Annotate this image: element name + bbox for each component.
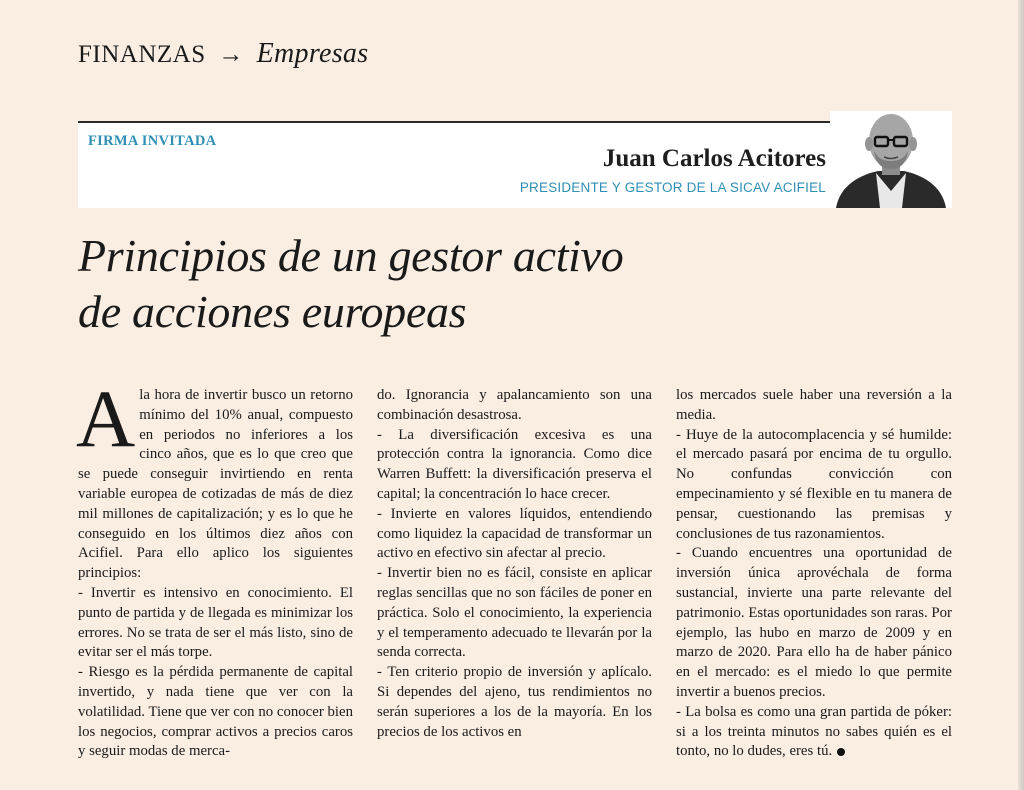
author-role: PRESIDENTE Y GESTOR DE LA SICAV ACIFIEL [519,180,826,195]
paragraph: - Invierte en valores líquidos, entendiendo como liquidez la capacidad de transformar un activo en efectivo sin afectar al precio. [377,505,652,562]
section-name: FINANZAS [78,41,206,68]
end-of-article-icon [837,748,845,756]
paragraph: - Riesgo es la pérdida permanente de capital invertido, y nada tiene que ver con la volatilidad. Tiene que ver con no conocer bien los negocios, comprar activos a precios caros y seguir modas de merca- [78,664,353,760]
intro-text: la hora de invertir busco un retorno mínimo del 10% anual, compuesto en periodos no inferiores a los cinco años, que es lo que creo que se puede conseguir invirtiendo en renta variable europea de cotizadas de más de diez mil millones de capitalización; y es lo que he conseguido en los últimos diez años con Acifiel. Para ello aplico los siguientes principios: [78,387,353,582]
guest-label: FIRMA INVITADA [88,133,217,149]
paragraph: - Huye de la autocomplacencia y sé humilde: el mercado pasará por encima de tu orgullo. No confundas convicción con empecinamiento y sé flexible en tu manera de pensar, cuestionando las premisas y conclusiones de tus razonamientos. [676,426,952,542]
author-name: Juan Carlos Acitores [602,145,826,172]
subsection-name: Empresas [256,38,369,69]
article-column-2 [377,386,652,776]
headline-line-2: de acciones europeas [78,286,467,337]
paragraph: - Cuando encuentres una oportunidad de inversión única aprovéchala de forma sustancial, invierte una parte relevante del patrimonio. Estas oportunidades son raras. Por ejemplo, las hubo en marzo de 2009 y en marzo de 2020. Para ello ha de haber pánico en el mercado: es el miedo lo que permite invertir a buenos precios. [676,545,952,700]
paragraph: do. Ignorancia y apalancamiento son una combinación desastrosa. [377,387,652,423]
headline-line-1: Principios de un gestor activo [78,230,624,281]
article-column-3 [676,386,952,776]
paragraph: - Invertir es intensivo en conocimiento. El punto de partida y de llegada es minimizar los errores. No se trata de ser el más listo, sino de evitar ser el más torpe. [78,584,353,661]
page-edge-shadow [1018,0,1024,790]
paragraph: los mercados suele haber una reversión a la media. [676,387,952,423]
last-paragraph-text: - La bolsa es como una gran partida de póker: si a los treinta minutos no sabes quién es el tonto, no lo dudes, eres tú. [676,703,952,760]
author-portrait [830,111,952,208]
paragraph: - Ten criterio propio de inversión y aplícalo. Si dependes del ajeno, tus rendimientos no serán superiores a los de la mayoría. En los precios de los activos en [377,664,652,740]
guest-author-box [78,121,952,208]
arrow-right-icon: → [218,41,244,68]
article-column-1 [76,373,353,776]
paragraph: - Invertir bien no es fácil, consiste en aplicar reglas sencillas que no son fáciles de poner en práctica. Solo el conocimiento, la experiencia y el temperamento adecuado te llevarán por la senda correcta. [377,565,652,661]
drop-cap: A [76,373,136,464]
article-headline [78,228,798,340]
section-header [78,38,368,70]
last-paragraph [676,703,952,762]
intro-paragraph [76,373,353,584]
paragraph: - La diversificación excesiva es una protección contra la ignorancia. Como dice Warren Buffett: la diversificación preserva el capital; la concentración lo hace crecer. [377,426,652,502]
